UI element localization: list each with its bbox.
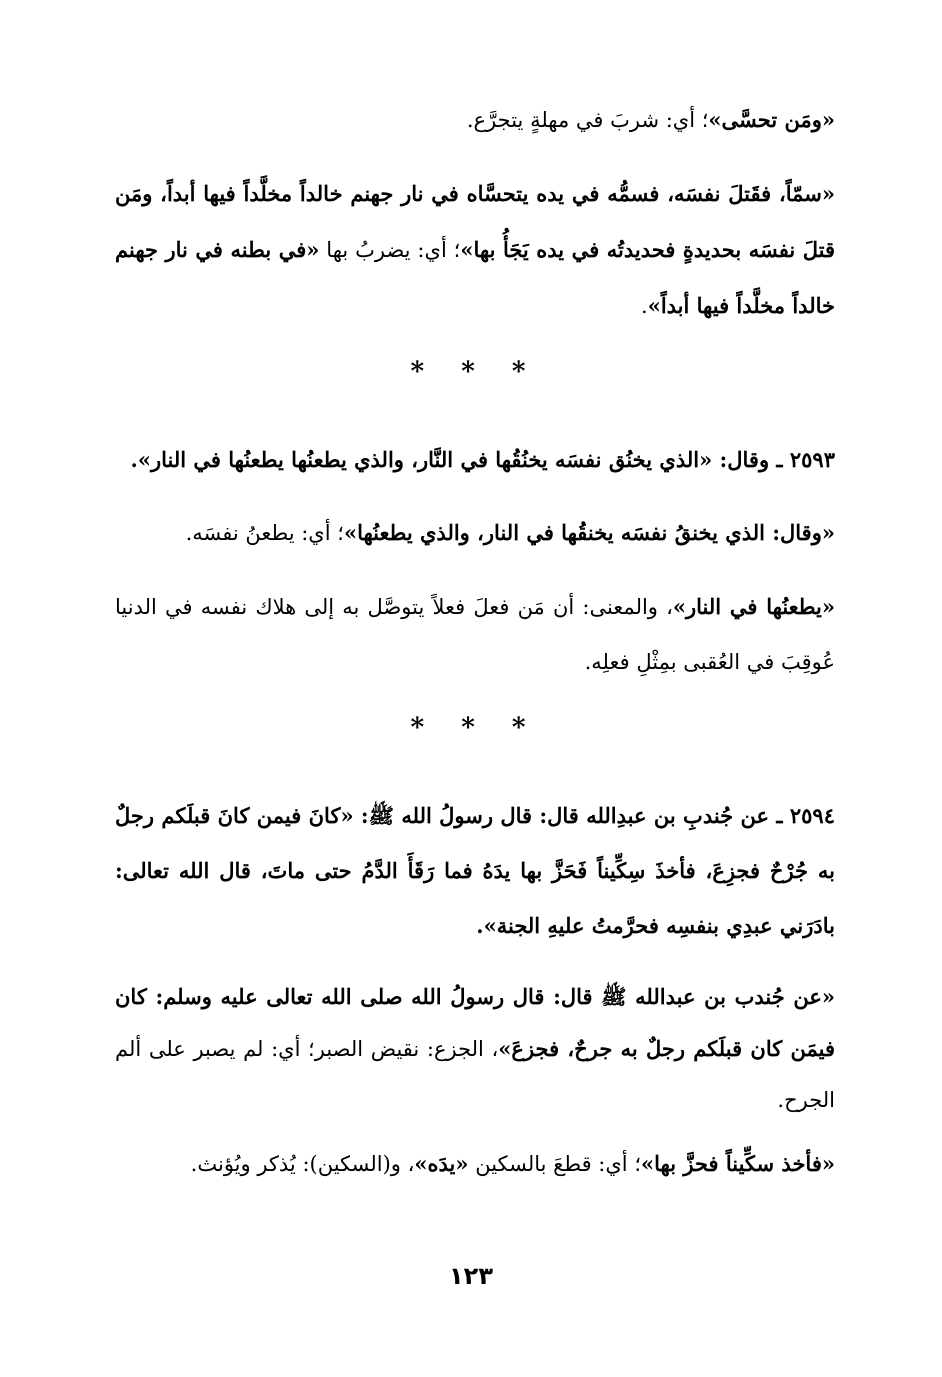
quoted-text: «فأخذ سكِّيناً فحزَّ بها» — [641, 1151, 835, 1176]
quoted-text: «يدَه» — [414, 1151, 469, 1176]
explanation-text: ؛ أي: يضربُ بها — [319, 238, 461, 262]
page-number: ١٢٣ — [449, 1262, 493, 1290]
commentary-paragraph — [115, 579, 835, 690]
commentary-paragraph — [115, 1138, 835, 1190]
section-separator: * * * — [410, 357, 540, 387]
commentary-paragraph — [115, 92, 835, 148]
quoted-text: «سمّاً، فقَتلَ نفسَه، فسمُّه في يده يتحسَّاه في نار جهنم خالداً مخلَّداً فيها أبداً، ومَن قتلَ نفسَه بحديدةٍ فحديدتُه في يده يَجَأُ بها» — [115, 181, 835, 262]
page-body — [115, 92, 835, 1202]
hadith-2594: ٢٥٩٤ ـ عن جُندبِ بن عبدِالله قال: قال رسولُ الله ﷺ: «كانَ فيمن كانَ قبلَكم رجلٌ به جُرْحٌ فجزِعَ، فأخذَ سِكِّيناً فَحَزَّ بها يدَهُ فما رَقَأَ الدَّمُ حتى ماتَ، قال الله تعالى: بادَرَني عبدِي بنفسِه فحرَّمتُ عليهِ الجنة». — [115, 803, 835, 938]
commentary-paragraph — [115, 505, 835, 561]
explanation-text: ؛ أي: شربَ في مهلةٍ يتجرَّع. — [466, 108, 709, 132]
explanation-text: ، والمعنى: أن مَن فعلَ فعلاً يتوصَّل به إلى هلاك نفسه في الدنيا عُوقِبَ في العُقبى بمِثْلِ فعلِه. — [115, 595, 835, 674]
quoted-text: «عن جُندب بن عبدالله ﷺ قال: قال رسولُ الله صلى الله تعالى عليه وسلم: كان فيمَن كان قبلَكم رجلٌ به جرحٌ، فجزعَ» — [115, 984, 835, 1061]
commentary-paragraph — [115, 971, 835, 1126]
section-separator: * * * — [410, 713, 540, 743]
quoted-text: «في بطنه في نار جهنم خالداً مخلَّداً فيها أبداً» — [115, 237, 835, 318]
quoted-text: «ومَن تحسَّى» — [708, 107, 835, 132]
quoted-text: «وقال: الذي يخنقُ نفسَه يخنقُها في النار، والذي يطعنُها» — [343, 520, 835, 545]
explanation-text: ، الجزع: نقيض الصبر؛ أي: لم يصبر على ألم الجرح. — [115, 1037, 835, 1112]
explanation-text: ؛ أي: قطعَ بالسكين — [468, 1152, 641, 1176]
quoted-text: «يطعنُها في النار» — [672, 594, 835, 619]
explanation-text: ، و(السكين): يُذكر ويُؤنث. — [190, 1152, 415, 1176]
commentary-paragraph — [115, 166, 835, 334]
punctuation: . — [641, 294, 648, 318]
hadith-2593: ٢٥٩٣ ـ وقال: «الذي يخنُق نفسَه يخنُقُها في النَّار، والذي يطعنُها يطعنُها في النار». — [130, 447, 835, 472]
explanation-text: ؛ أي: يطعنُ نفسَه. — [185, 521, 344, 545]
